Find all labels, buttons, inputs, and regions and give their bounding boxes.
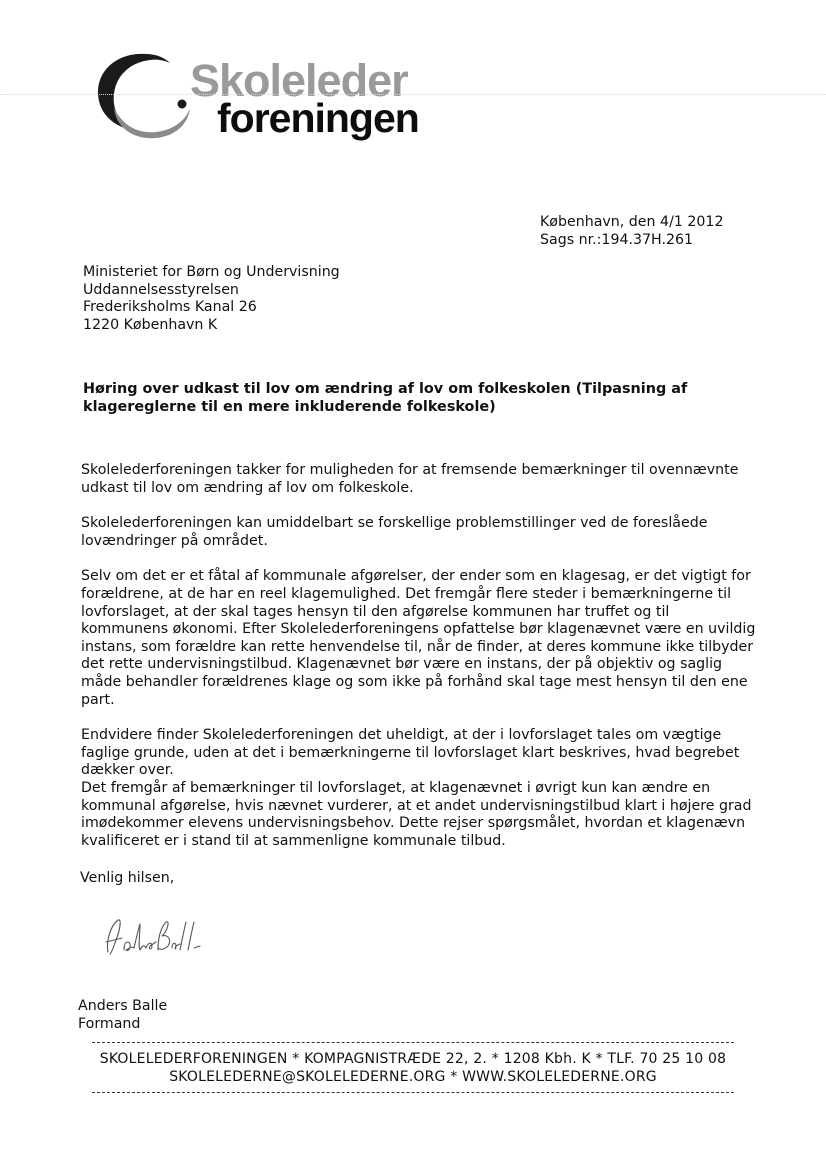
footer-address-line: SKOLELEDERFORENINGEN * KOMPAGNISTRÆDE 22, 2. * 1208 Kbh. K * TLF. 70 25 10 08 [99, 1051, 727, 1067]
signer-title: Formand [78, 1015, 141, 1032]
header-rule [0, 94, 826, 95]
body-line: Det fremgår af bemærkninger til lovforslaget, at klagenævnet i øvrigt kun kan ændre en [81, 779, 711, 796]
body-line: instans, som forældre kan rette henvendelse til, når de finder, at deres kommune ikke tilbyder [81, 638, 754, 655]
footer-top-divider [92, 1042, 734, 1043]
signer-name: Anders Balle [78, 998, 168, 1014]
body-line: lovændringer på området. [81, 532, 268, 549]
body-line: Endvidere finder Skolelederforeningen det uheldigt, at der i lovforslaget tales om vægtige [81, 727, 722, 744]
subject-line: Høring over udkast til lov om ændring af lov om folkeskolen (Tilpasning af [83, 381, 688, 397]
body-line: lovforslaget, at der skal tages hensyn til den afgørelse kommunen har truffet og til [81, 603, 670, 620]
signer-block [78, 998, 167, 1033]
body-line: Skolelederforeningen kan umiddelbart se forskellige problemstillinger ved de foreslåede [81, 515, 708, 532]
body-line: forældrene, at de har en reel klagemulighed. Det fremgår flere steder i bemærkningerne til [81, 585, 732, 602]
footer-contact-line: SKOLELEDERNE@SKOLELEDERNE.ORG * WWW.SKOLELEDERNE.ORG [169, 1069, 657, 1085]
body-line: det rette undervisningstilbud. Klagenævnet bør være en instans, der på objektiv og saglig [81, 656, 723, 673]
date-block [540, 214, 724, 249]
letter-subject [83, 380, 723, 416]
signature-image [96, 912, 206, 964]
body-line: kommunens økonomi. Efter Skolelederforeningens opfattelse bør klagenævnet være en uvildig [81, 621, 756, 638]
body-paragraph [81, 515, 761, 550]
body-paragraph [81, 780, 761, 850]
body-line: kvalificeret er i stand til at sammenligne kommunale tilbud. [81, 832, 506, 849]
body-line: faglige grunde, uden at det i bemærkningerne til lovforslaget klart beskrives, hvad begrebet [81, 744, 740, 761]
body-paragraph [81, 462, 761, 497]
body-line: udkast til lov om ændring af lov om folkeskole. [81, 479, 414, 496]
body-line: Selv om det er et fåtal af kommunale afgørelser, der ender som en klagesag, er det vigtigt for [81, 568, 751, 585]
body-paragraph [81, 727, 761, 780]
footer-bottom-divider [92, 1092, 734, 1093]
body-line: måde behandler forældrenes klage og som ikke på forhånd skal tage mest hensyn til den ene [81, 673, 748, 690]
logo-word-foreningen: foreningen [217, 95, 419, 141]
recipient-line: Uddannelsesstyrelsen [83, 281, 239, 298]
body-line: Skolelederforeningen takker for muligheden for at fremsende bemærkninger til ovennævnte [81, 462, 739, 478]
letterhead-footer [92, 1050, 734, 1086]
body-paragraph [81, 568, 761, 709]
case-number: Sags nr.:194.37H.261 [540, 231, 694, 248]
organization-logo [90, 46, 430, 146]
recipient-address [83, 264, 340, 334]
handwritten-signature [96, 912, 206, 968]
body-line: dækker over. [81, 762, 174, 779]
subject-line: klagereglerne til en mere inkluderende folkeskole) [83, 399, 496, 415]
body-line: kommunal afgørelse, hvis nævnet vurderer, at et andet undervisningstilbud klart i højere grad [81, 797, 752, 814]
place-date: København, den 4/1 2012 [540, 214, 724, 230]
recipient-line: Frederiksholms Kanal 26 [83, 299, 257, 316]
body-line: part. [81, 691, 115, 708]
letter-body [81, 462, 761, 868]
recipient-line: 1220 København K [83, 316, 218, 333]
recipient-line: Ministeriet for Børn og Undervisning [83, 264, 340, 280]
closing-greeting: Venlig hilsen, [80, 870, 175, 886]
logo-word-skoleleder: Skoleleder [190, 55, 408, 106]
body-line: imødekommer elevens undervisningsbehov. Dette rejser spørgsmålet, hvordan et klagenævn [81, 815, 746, 832]
